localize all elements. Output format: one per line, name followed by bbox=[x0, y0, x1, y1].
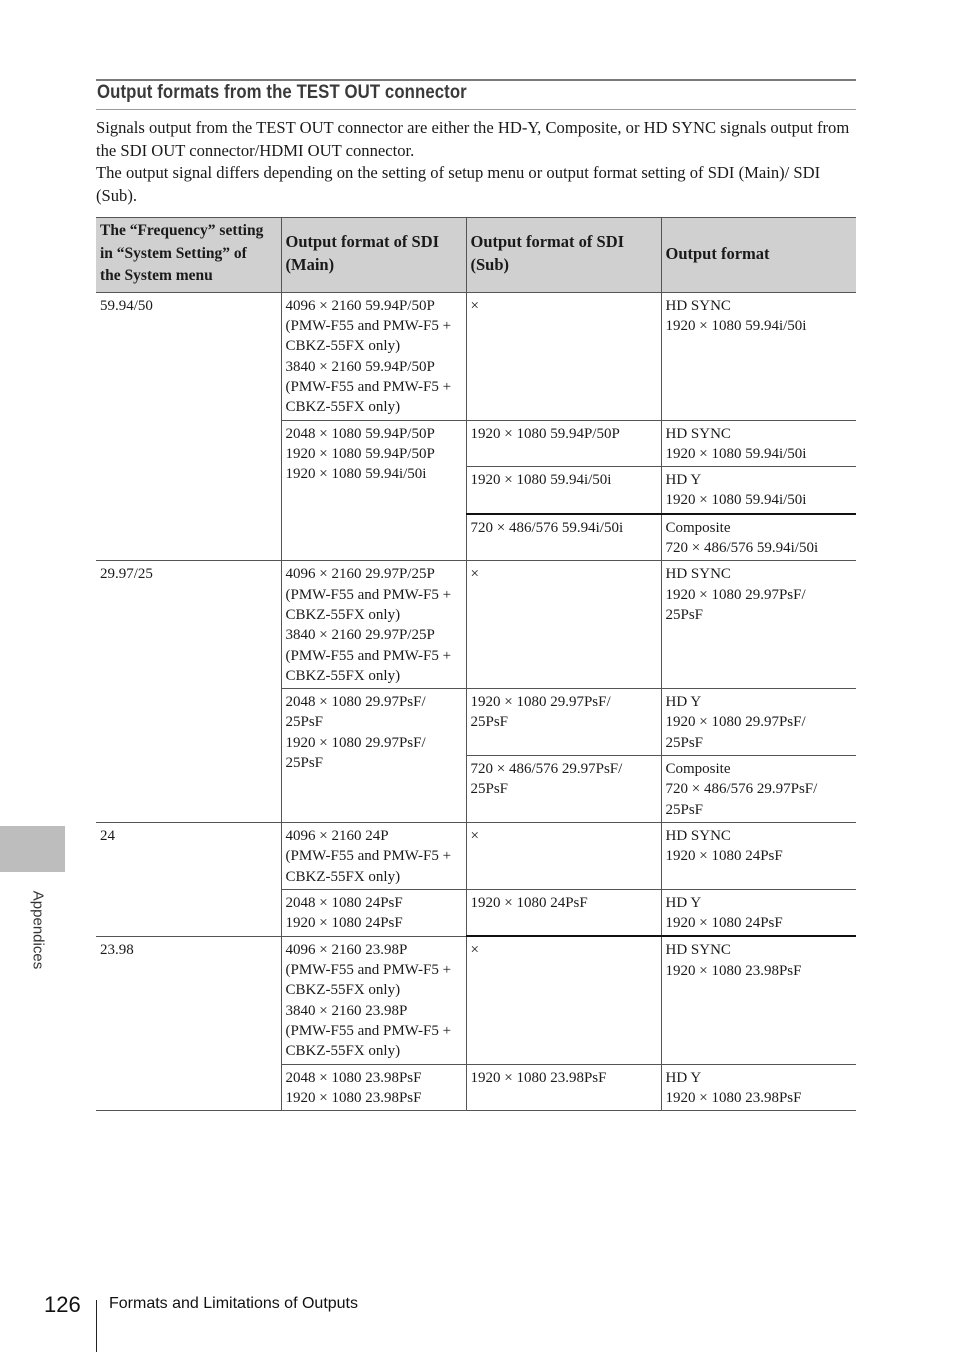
cell-line: 25PsF bbox=[285, 714, 324, 731]
cell-line: 1920 × 1080 29.97PsF/ bbox=[665, 586, 806, 603]
cell-line: × bbox=[470, 566, 479, 583]
cell-line: 4096 × 2160 59.94P/50P bbox=[285, 297, 435, 314]
cell-line: CBKZ-55FX only) bbox=[285, 982, 401, 999]
cell-line: 2048 × 1080 23.98PsF bbox=[285, 1069, 422, 1086]
cell-line: 1920 × 1080 59.94i/50i bbox=[470, 472, 612, 489]
output-format-cell bbox=[661, 822, 856, 889]
side-tab bbox=[0, 826, 65, 872]
cell-line: CBKZ-55FX only) bbox=[285, 1043, 401, 1060]
header-frequency bbox=[96, 218, 281, 293]
header-line: (Sub) bbox=[470, 254, 510, 274]
output-format-cell bbox=[661, 936, 856, 1064]
cell-line: 1920 × 1080 59.94i/50i bbox=[665, 318, 807, 335]
cell-line: HD Y bbox=[665, 694, 702, 711]
cell-line: (PMW-F55 and PMW-F5 + bbox=[285, 1023, 452, 1040]
header-line: Output format of SDI bbox=[470, 232, 625, 252]
cell-line: 1920 × 1080 23.98PsF bbox=[285, 1089, 422, 1106]
frequency-cell: 29.97/25 bbox=[96, 561, 281, 823]
frequency-cell: 59.94/50 bbox=[96, 292, 281, 561]
sdi-sub-cell bbox=[466, 756, 661, 823]
table-row bbox=[96, 822, 856, 889]
output-format-cell bbox=[661, 292, 856, 420]
sdi-main-cell bbox=[281, 822, 466, 889]
table-row bbox=[96, 936, 856, 1064]
footer-rule bbox=[96, 1300, 97, 1352]
cell-line: × bbox=[470, 827, 479, 844]
cell-line: (PMW-F55 and PMW-F5 + bbox=[285, 586, 452, 603]
intro-paragraph-2: The output signal differs depending on the setting of setup menu or output format setting of SDI (Main)/ SDI (Sub). bbox=[96, 163, 821, 206]
cell-line: CBKZ-55FX only) bbox=[285, 606, 401, 623]
cell-line: HD SYNC bbox=[665, 942, 731, 959]
cell-line: 4096 × 2160 23.98P bbox=[285, 941, 408, 958]
sdi-sub-cell bbox=[466, 1064, 661, 1111]
output-format-cell bbox=[661, 889, 856, 936]
cell-line: 1920 × 1080 59.94i/50i bbox=[665, 492, 807, 509]
frequency-cell: 23.98 bbox=[96, 936, 281, 1110]
cell-line: HD SYNC bbox=[665, 297, 731, 314]
sdi-main-cell bbox=[281, 292, 466, 420]
cell-line: 1920 × 1080 29.97PsF/ bbox=[285, 734, 426, 751]
section-title: Output formats from the TEST OUT connector bbox=[97, 81, 467, 103]
cell-line: HD Y bbox=[665, 1069, 702, 1086]
cell-line: 1920 × 1080 24PsF bbox=[285, 915, 403, 932]
cell-line: × bbox=[470, 297, 479, 314]
cell-line: (PMW-F55 and PMW-F5 + bbox=[285, 848, 452, 865]
cell-line: 1920 × 1080 59.94P/50P bbox=[285, 445, 435, 462]
table-header-row bbox=[96, 218, 856, 293]
sdi-main-cell bbox=[281, 889, 466, 936]
cell-line: 1920 × 1080 23.98PsF bbox=[665, 1089, 802, 1106]
sdi-sub-cell bbox=[466, 514, 661, 561]
sdi-sub-cell bbox=[466, 689, 661, 756]
cell-line: 4096 × 2160 29.97P/25P bbox=[285, 566, 435, 583]
cell-line: 1920 × 1080 59.94i/50i bbox=[665, 445, 807, 462]
sdi-main-cell bbox=[281, 1064, 466, 1111]
cell-line: 25PsF bbox=[470, 714, 509, 731]
cell-line: (PMW-F55 and PMW-F5 + bbox=[285, 378, 452, 395]
cell-line: 1920 × 1080 24PsF bbox=[470, 894, 588, 911]
cell-line: 3840 × 2160 23.98P bbox=[285, 1002, 408, 1019]
output-format-cell bbox=[661, 420, 856, 467]
table-row bbox=[96, 561, 856, 689]
cell-line: HD Y bbox=[665, 472, 702, 489]
sdi-sub-cell bbox=[466, 420, 661, 467]
frequency-cell: 24 bbox=[96, 822, 281, 936]
cell-line: HD SYNC bbox=[665, 566, 731, 583]
sdi-sub-cell bbox=[466, 936, 661, 1064]
cell-line: 720 × 486/576 59.94i/50i bbox=[665, 540, 819, 557]
sdi-sub-cell bbox=[466, 467, 661, 514]
cell-line: 3840 × 2160 29.97P/25P bbox=[285, 627, 435, 644]
sdi-main-cell bbox=[281, 936, 466, 1064]
table-row bbox=[96, 292, 856, 420]
sdi-sub-cell bbox=[466, 822, 661, 889]
cell-line: 1920 × 1080 23.98PsF bbox=[470, 1069, 607, 1086]
cell-line: 1920 × 1080 29.97PsF/ bbox=[665, 714, 806, 731]
cell-line: HD Y bbox=[665, 894, 702, 911]
cell-line: 1920 × 1080 59.94i/50i bbox=[285, 466, 427, 483]
cell-line: 2048 × 1080 24PsF bbox=[285, 894, 403, 911]
table-body bbox=[96, 292, 856, 1110]
cell-line: (PMW-F55 and PMW-F5 + bbox=[285, 962, 452, 979]
sdi-sub-cell bbox=[466, 889, 661, 936]
page-number: 126 bbox=[44, 1292, 81, 1317]
cell-line: 3840 × 2160 59.94P/50P bbox=[285, 358, 435, 375]
cell-line: HD SYNC bbox=[665, 827, 731, 844]
header-line: in “System Setting” of bbox=[100, 244, 247, 262]
cell-line: 25PsF bbox=[665, 734, 704, 751]
cell-line: Composite bbox=[665, 519, 731, 536]
sdi-sub-cell bbox=[466, 561, 661, 689]
cell-line: 25PsF bbox=[470, 781, 509, 798]
sdi-main-cell bbox=[281, 420, 466, 561]
side-tab-text: Appendices bbox=[29, 890, 47, 970]
cell-line: CBKZ-55FX only) bbox=[285, 399, 401, 416]
cell-line: 2048 × 1080 59.94P/50P bbox=[285, 425, 435, 442]
cell-line: 2048 × 1080 29.97PsF/ bbox=[285, 694, 426, 711]
intro-paragraph-1: Signals output from the TEST OUT connector are either the HD-Y, Composite, or HD SYNC signals output from the SDI OUT connector/HDMI OUT connector. bbox=[96, 118, 850, 160]
sdi-main-cell bbox=[281, 561, 466, 689]
cell-line: 720 × 486/576 59.94i/50i bbox=[470, 519, 624, 536]
cell-line: CBKZ-55FX only) bbox=[285, 868, 401, 885]
cell-line: 1920 × 1080 24PsF bbox=[665, 848, 783, 865]
output-format-cell bbox=[661, 561, 856, 689]
header-line: Output format of SDI bbox=[285, 232, 440, 252]
output-format-table bbox=[96, 217, 856, 1111]
header-line: the System menu bbox=[100, 267, 213, 285]
header-sdi-sub bbox=[466, 218, 661, 293]
cell-line: (PMW-F55 and PMW-F5 + bbox=[285, 318, 452, 335]
cell-line: (PMW-F55 and PMW-F5 + bbox=[285, 647, 452, 664]
output-format-cell bbox=[661, 689, 856, 756]
cell-line: HD SYNC bbox=[665, 425, 731, 442]
footer-section-title: Formats and Limitations of Outputs bbox=[109, 1295, 358, 1312]
intro-text bbox=[96, 117, 858, 208]
cell-line: 25PsF bbox=[665, 606, 704, 623]
sdi-sub-cell bbox=[466, 292, 661, 420]
sdi-main-cell bbox=[281, 689, 466, 823]
output-format-cell bbox=[661, 467, 856, 514]
cell-line: 1920 × 1080 24PsF bbox=[665, 915, 783, 932]
cell-line: 1920 × 1080 59.94P/50P bbox=[470, 425, 620, 442]
cell-line: × bbox=[470, 942, 479, 959]
output-format-cell bbox=[661, 1064, 856, 1111]
header-output-format: Output format bbox=[661, 218, 856, 293]
output-format-cell bbox=[661, 756, 856, 823]
title-rule bbox=[96, 109, 856, 110]
cell-line: Composite bbox=[665, 761, 731, 778]
cell-line: 720 × 486/576 29.97PsF/ bbox=[470, 761, 623, 778]
cell-line: 25PsF bbox=[665, 801, 704, 818]
cell-line: 4096 × 2160 24P bbox=[285, 827, 389, 844]
cell-line: 1920 × 1080 23.98PsF bbox=[665, 962, 802, 979]
output-format-cell bbox=[661, 514, 856, 561]
cell-line: 25PsF bbox=[285, 755, 324, 772]
cell-line: 720 × 486/576 29.97PsF/ bbox=[665, 781, 818, 798]
cell-line: CBKZ-55FX only) bbox=[285, 667, 401, 684]
header-line: (Main) bbox=[285, 254, 335, 274]
header-line: The “Frequency” setting bbox=[100, 222, 264, 239]
cell-line: CBKZ-55FX only) bbox=[285, 338, 401, 355]
header-sdi-main bbox=[281, 218, 466, 293]
cell-line: 1920 × 1080 29.97PsF/ bbox=[470, 694, 611, 711]
